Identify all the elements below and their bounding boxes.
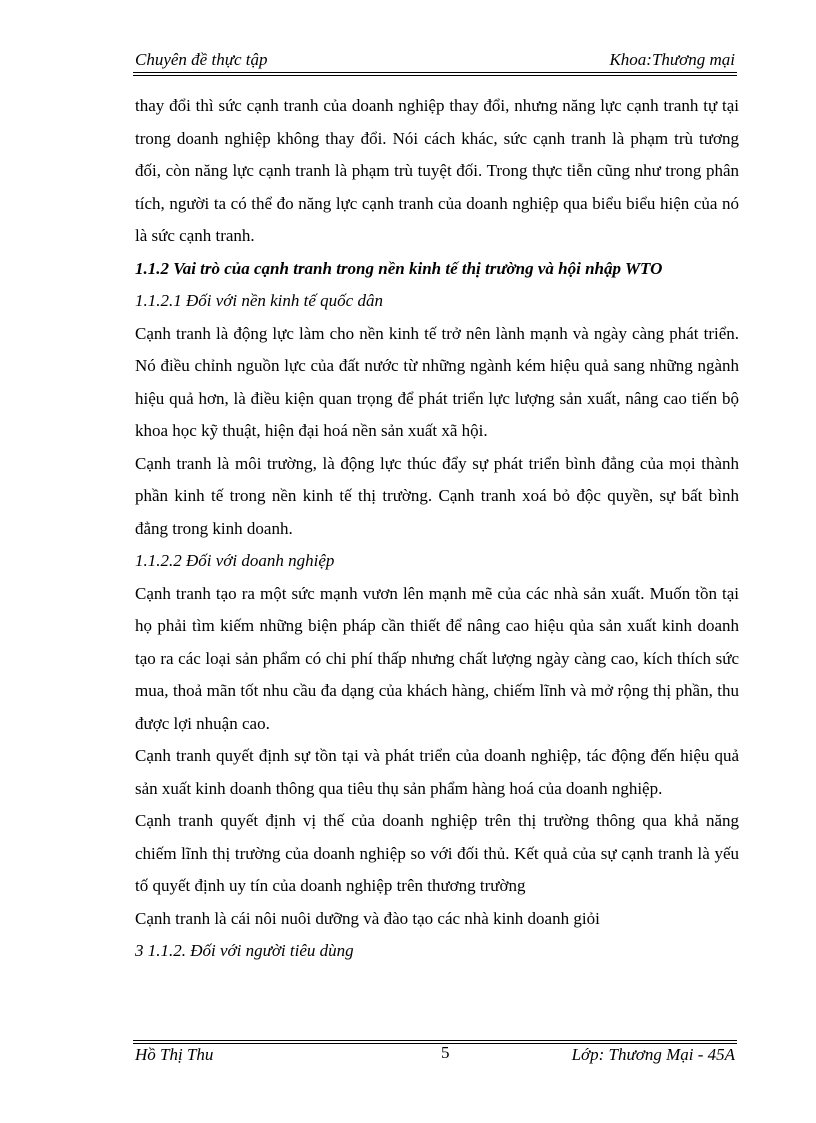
footer-rule-top: [133, 1040, 737, 1041]
page-footer: [133, 1043, 737, 1067]
footer-class: Lớp: Thương Mại - 45A: [571, 1045, 735, 1064]
header-rule-top: [133, 72, 737, 73]
paragraph: thay đổi thì sức cạnh tranh của doanh nghiệp thay đổi, nhưng năng lực cạnh tranh tự tại trong doanh nghiệp không thay đổi. Nói cách khác, sức cạnh tranh là phạm trù tương đối, còn năng lực cạnh tranh là phạm trù tuyệt đối. Trong thực tiễn cũng như trong phân tích, người ta có thể đo năng lực cạnh tranh của doanh nghiệp qua biểu biểu hiện của nó là sức cạnh tranh.: [135, 96, 739, 245]
page-number: 5: [441, 1043, 450, 1062]
section-heading: 1.1.2 Vai trò của cạnh tranh trong nền kinh tế thị trường và hội nhập WTO: [135, 258, 663, 278]
paragraph: Cạnh tranh quyết định sự tồn tại và phát triển của doanh nghiệp, tác động đến hiệu quả sản xuất kinh doanh thông qua tiêu thụ sản phẩm hàng hoá của doanh nghiệp.: [135, 746, 739, 798]
footer-author: Hồ Thị Thu: [135, 1045, 214, 1064]
paragraph: Cạnh tranh là cái nôi nuôi dưỡng và đào tạo các nhà kinh doanh giỏi: [135, 908, 600, 928]
header-department: Khoa:Thương mại: [609, 50, 735, 69]
subsection-heading: 1.1.2.1 Đối với nền kinh tế quốc dân: [135, 291, 383, 310]
header-title: Chuyên đề thực tập: [135, 50, 268, 69]
paragraph: Cạnh tranh tạo ra một sức mạnh vươn lên mạnh mẽ của các nhà sản xuất. Muốn tồn tại họ phải tìm kiếm những biện pháp cần thiết để nâng cao hiệu qủa sản xuất kinh doanh tạo ra các loại sản phẩm có chi phí thấp nhưng chất lượng ngày càng cao, kích thích sức mua, thoả mãn tốt nhu cầu đa dạng của khách hàng, chiếm lĩnh và mở rộng thị phần, thu được lợi nhuận cao.: [135, 583, 739, 733]
paragraph: Cạnh tranh là động lực làm cho nền kinh tế trở nên lành mạnh và ngày càng phát triển. Nó điều chỉnh nguồn lực của đất nước từ những ngành kém hiệu quả sang những ngành hiệu quả hơn, là điều kiện quan trọng để phát triển lực lượng sản xuất, nâng cao tiến bộ khoa học kỹ thuật, hiện đại hoá nền sản xuất xã hội.: [135, 323, 739, 440]
header-rule-bottom: [133, 75, 737, 76]
page-body: [135, 90, 739, 968]
subsection-heading: 3 1.1.2. Đối với người tiêu dùng: [135, 941, 354, 960]
paragraph: Cạnh tranh là môi trường, là động lực thúc đẩy sự phát triển bình đẳng của mọi thành phần kinh tế trong nền kinh tế thị trường. Cạnh tranh xoá bỏ độc quyền, sự bất bình đẳng trong kinh doanh.: [135, 453, 739, 538]
paragraph: Cạnh tranh quyết định vị thế của doanh nghiệp trên thị trường thông qua khả năng chiếm lĩnh thị trường của doanh nghiệp so với đối thủ. Kết quả của sự cạnh tranh là yếu tố quyết định uy tín của doanh nghiệp trên thương trường: [135, 811, 739, 895]
page-header: [133, 48, 737, 72]
subsection-heading: 1.1.2.2 Đối với doanh nghiệp: [135, 551, 335, 570]
